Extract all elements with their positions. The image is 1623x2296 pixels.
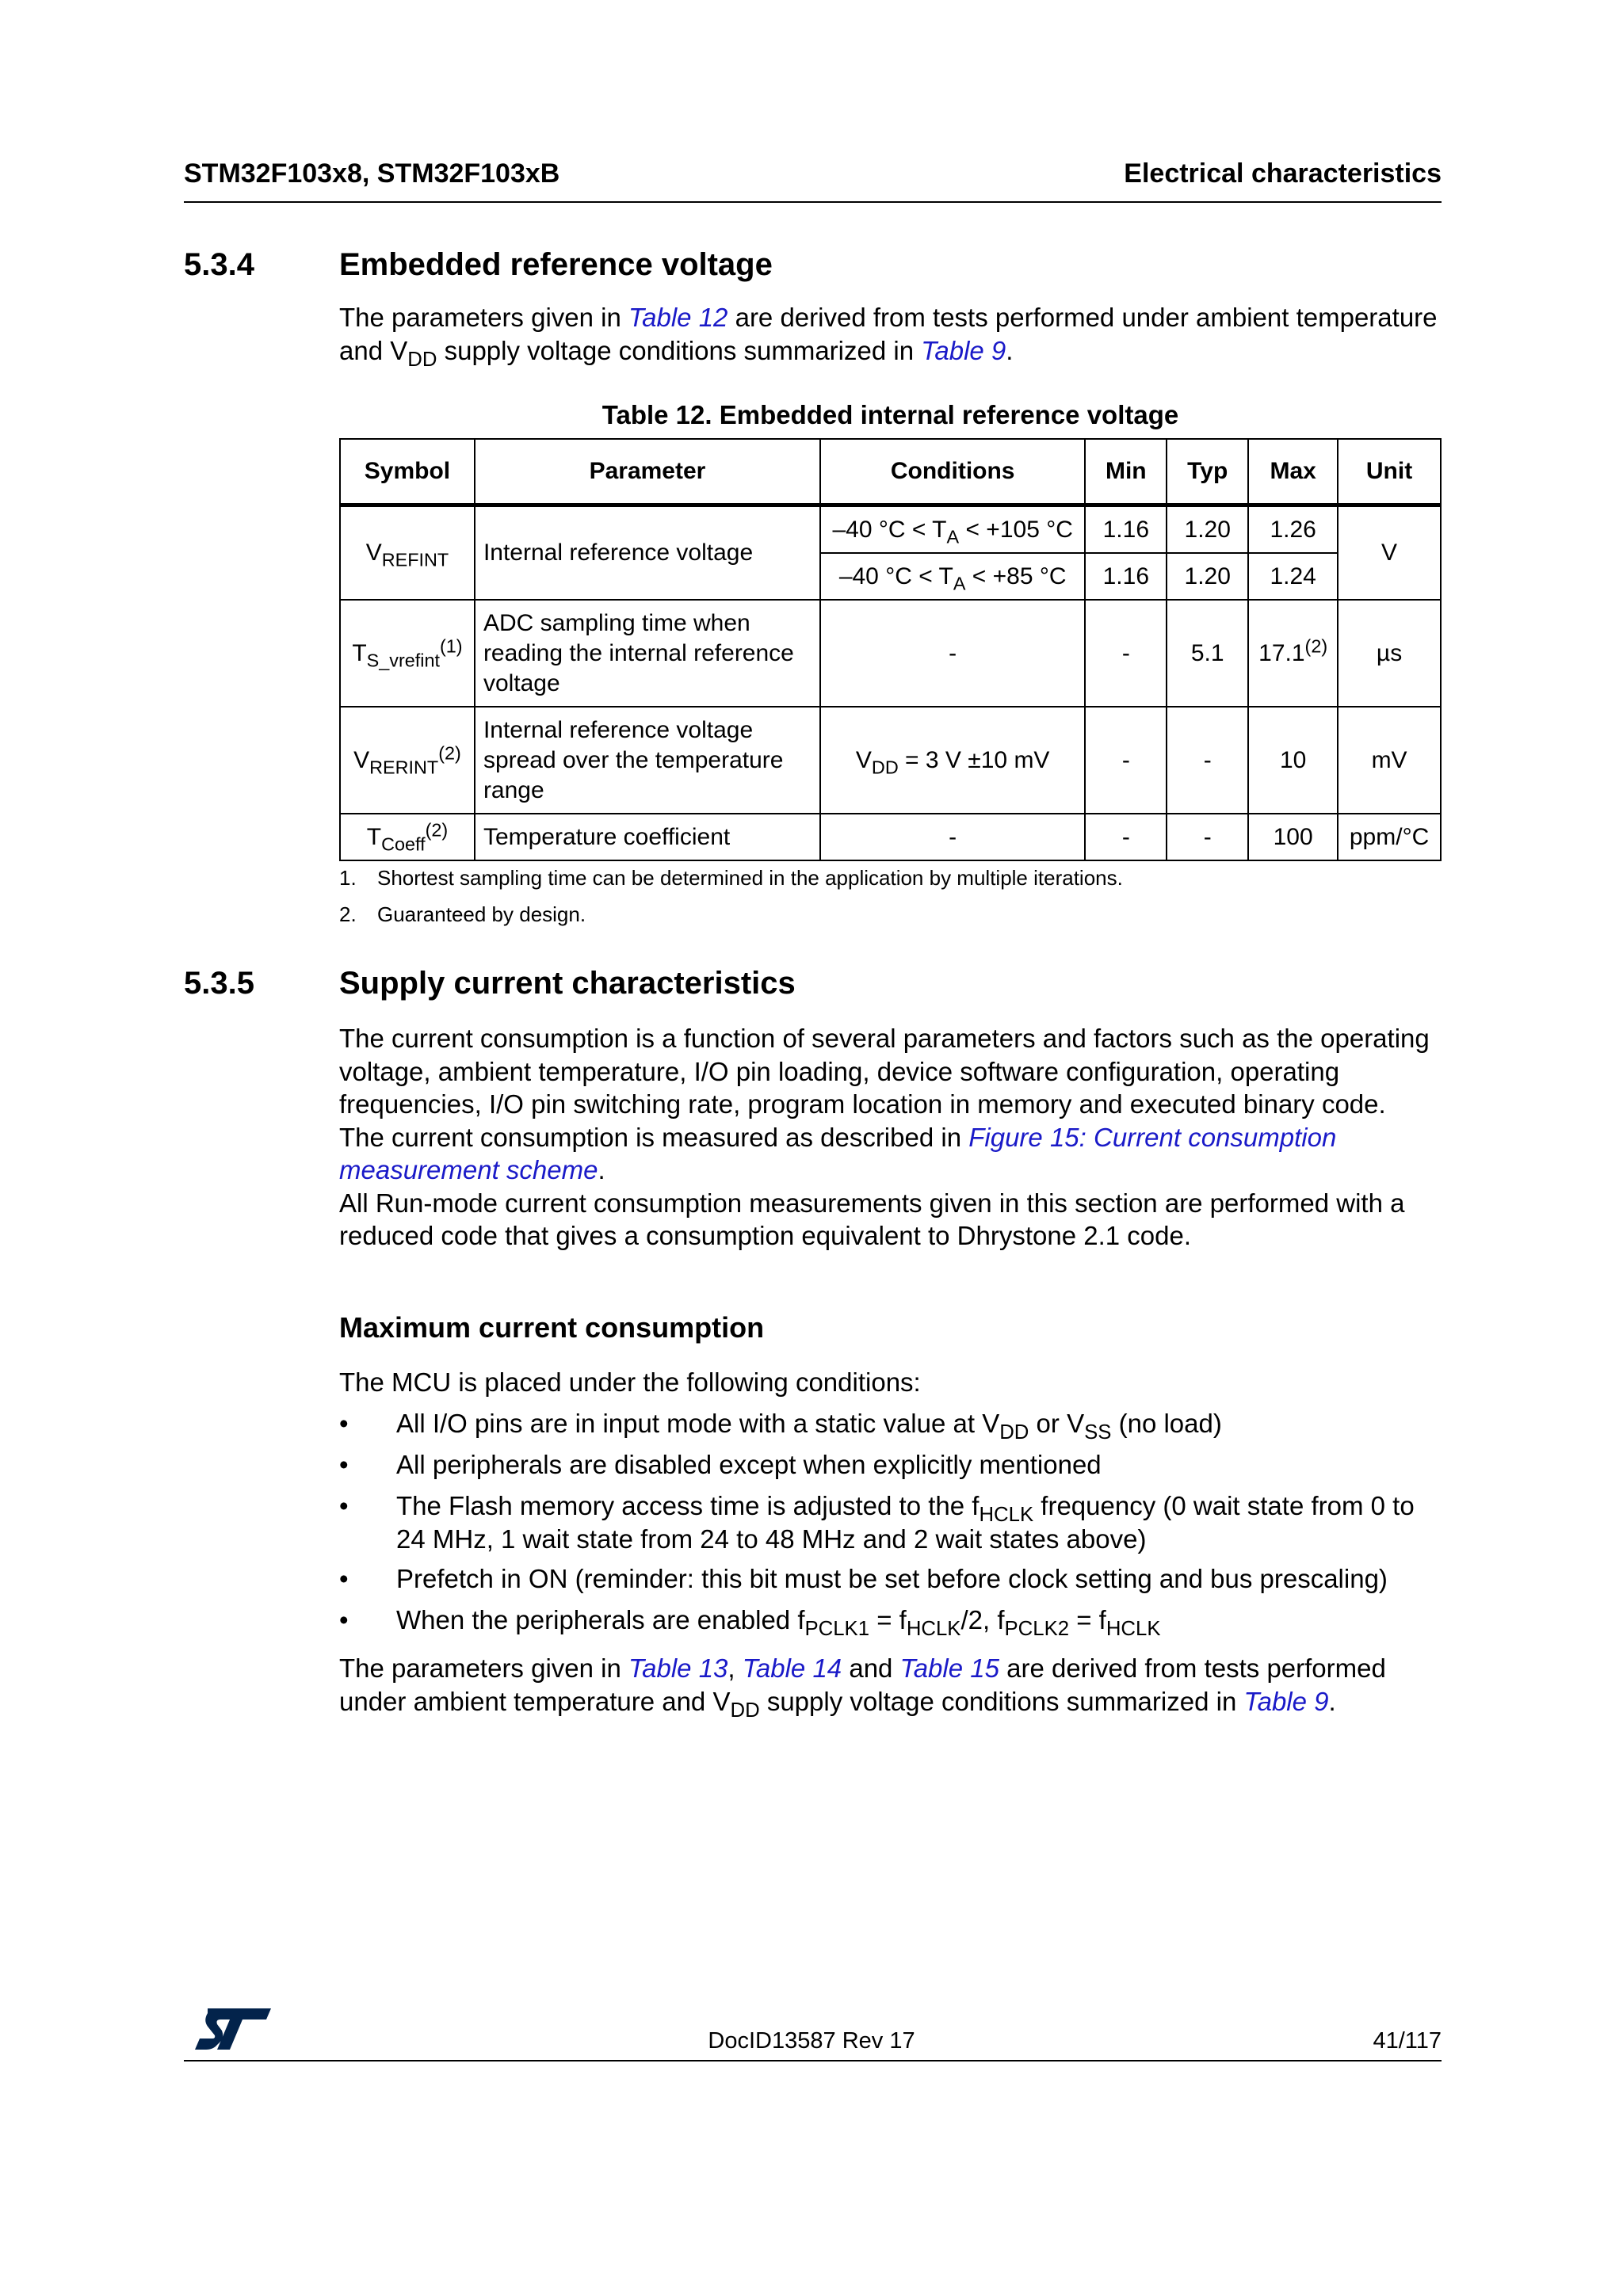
table-row — [340, 814, 1441, 860]
table-12-link[interactable]: Table 12 — [628, 303, 728, 332]
typ-cell: 1.20 — [1167, 505, 1248, 554]
list-item: • All I/O pins are in input mode with a static value at $V_{DD}$ or $V_{SS}$ (no load) — [339, 1409, 1222, 1444]
parameter-cell: Internal reference voltage — [475, 505, 820, 601]
closing-paragraph: The parameters given in Table 13, Table 14 and Table 15 are derived from tests performed under ambient temperature and $V_{DD}$ supply voltage conditions summarized in Table 9. — [339, 1653, 1386, 1722]
list-item: • All peripherals are disabled except when explicitly mentioned — [339, 1448, 1449, 1482]
min-cell: 1.16 — [1085, 553, 1167, 600]
col-parameter: Parameter — [475, 439, 820, 505]
symbol-cell: $V_{RERINT}^{(2)}$ — [340, 707, 475, 814]
header-doc-title: STM32F103x8, STM32F103xB — [184, 158, 560, 189]
section-title: Supply current characteristics — [339, 966, 796, 1001]
bullet-icon: • — [339, 1605, 349, 1634]
max-cell: 17.1$^{(2)}$ — [1248, 600, 1338, 707]
min-cell: - — [1085, 707, 1167, 814]
table-footnote: 1. Shortest sampling time can be determined in the application by multiple iterations. — [339, 866, 1123, 890]
reference-voltage-table — [339, 438, 1442, 861]
list-item: • The Flash memory access time is adjusted to the $f_{HCLK}$ frequency (0 wait state from 0 to 24 MHz, 1 wait state from 24 to 48 MHz and 2 wait states above) — [339, 1491, 1415, 1554]
table-row — [340, 600, 1441, 707]
symbol-cell: $V_{REFINT}$ — [340, 505, 475, 601]
max-cell: 1.24 — [1248, 553, 1338, 600]
max-cell: 1.26 — [1248, 505, 1338, 554]
typ-cell: - — [1167, 814, 1248, 860]
bullet-icon: • — [339, 1450, 349, 1479]
conditions-intro: The MCU is placed under the following conditions: — [339, 1367, 921, 1397]
conditions-cell: –40 $^\circ C < T_A < +105$ °C — [820, 505, 1085, 554]
col-conditions: Conditions — [820, 439, 1085, 505]
unit-cell: V — [1338, 505, 1441, 601]
parameter-cell: Internal reference voltage spread over the temperature range — [475, 707, 820, 814]
typ-cell: - — [1167, 707, 1248, 814]
table-14-link[interactable]: Table 14 — [742, 1653, 842, 1683]
footer-divider — [184, 2060, 1442, 2061]
parameter-cell: ADC sampling time when reading the internal reference voltage — [475, 600, 820, 707]
section-number: 5.3.5 — [184, 966, 254, 1001]
unit-cell: µs — [1338, 600, 1441, 707]
page-number: 41/117 — [1373, 2028, 1442, 2054]
max-cell: 10 — [1248, 707, 1338, 814]
table-caption: Table 12. Embedded internal reference voltage — [601, 400, 1179, 429]
bullet-icon: • — [339, 1491, 349, 1520]
conditions-cell: - — [820, 814, 1085, 860]
header-chapter-title: Electrical characteristics — [1124, 158, 1442, 189]
conditions-cell: $V_{DD} = 3$ V ±10 mV — [820, 707, 1085, 814]
table-footnote: 2. Guaranteed by design. — [339, 902, 586, 926]
col-typ: Typ — [1167, 439, 1248, 505]
max-cell: 100 — [1248, 814, 1338, 860]
subsection-title: Maximum current consumption — [339, 1311, 765, 1344]
header-divider — [184, 201, 1442, 203]
section-number: 5.3.4 — [184, 247, 254, 282]
list-item: • When the peripherals are enabled $f_{PCLK1} = f_{HCLK}/2$, $f_{PCLK2} = f_{HCLK}$ — [339, 1605, 1161, 1641]
col-unit: Unit — [1338, 439, 1441, 505]
symbol-cell: $T_{S\_vrefint}^{(1)}$ — [340, 600, 475, 707]
bullet-icon: • — [339, 1409, 349, 1438]
parameter-cell: Temperature coefficient — [475, 814, 820, 860]
bullet-icon: • — [339, 1564, 349, 1593]
min-cell: 1.16 — [1085, 505, 1167, 554]
min-cell: - — [1085, 814, 1167, 860]
col-min: Min — [1085, 439, 1167, 505]
list-item: • Prefetch in ON (reminder: this bit must be set before clock setting and bus prescaling) — [339, 1562, 1449, 1596]
table-15-link[interactable]: Table 15 — [899, 1653, 999, 1683]
table-13-link[interactable]: Table 13 — [628, 1653, 728, 1683]
table-row — [340, 505, 1441, 554]
col-symbol: Symbol — [340, 439, 475, 505]
col-max: Max — [1248, 439, 1338, 505]
table-9-link[interactable]: Table 9 — [1243, 1686, 1329, 1716]
unit-cell: ppm/°C — [1338, 814, 1441, 860]
typ-cell: 1.20 — [1167, 553, 1248, 600]
table-row — [340, 707, 1441, 814]
supply-current-description: The current consumption is a function of several parameters and factors such as the operating voltage, ambient temperature, I/O pin loading, device software configuration, operating frequencies, I/O pin switching rate, program location in memory and executed binary code. The current consumption is measured as described in Figure 15: Current consumption measurement scheme. All Run-mode current consumption measurements given in this section are performed with a reduced code that gives a consumption equivalent to Dhrystone 2.1 code. — [339, 1024, 1430, 1250]
section-intro: The parameters given in Table 12 are derived from tests performed under ambient temperature and $V_{DD}$ supply voltage conditions summarized in Table 9. — [339, 303, 1438, 371]
unit-cell: mV — [1338, 707, 1441, 814]
symbol-cell: $T_{Coeff}^{(2)}$ — [340, 814, 475, 860]
typ-cell: 5.1 — [1167, 600, 1248, 707]
conditions-cell: - — [820, 600, 1085, 707]
conditions-cell: –40 $^\circ C < T_A < +85$ °C — [820, 553, 1085, 600]
table-9-link[interactable]: Table 9 — [921, 335, 1006, 365]
min-cell: - — [1085, 600, 1167, 707]
document-id: DocID13587 Rev 17 — [708, 2028, 915, 2054]
figure-15-link[interactable]: Figure 15: Current consumption measurement scheme — [339, 1122, 1337, 1184]
table-header-row — [340, 439, 1441, 505]
section-title: Embedded reference voltage — [339, 247, 773, 282]
